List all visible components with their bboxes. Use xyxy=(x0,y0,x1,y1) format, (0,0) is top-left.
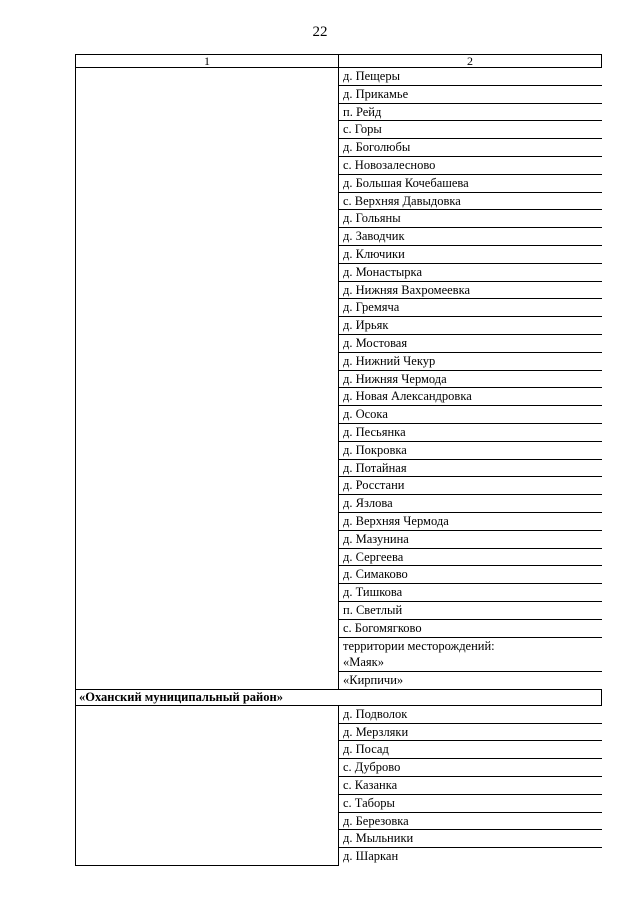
list-item xyxy=(339,830,602,848)
settlement-name: д. Песьянка xyxy=(339,423,602,441)
settlement-name: д. Симаково xyxy=(339,566,602,584)
settlement-name: д. Пещеры xyxy=(339,68,602,85)
settlement-name: с. Казанка xyxy=(339,777,602,795)
settlement-name: д. Ключики xyxy=(339,245,602,263)
list-item xyxy=(339,68,602,85)
settlement-name: д. Мерзляки xyxy=(339,723,602,741)
list-item xyxy=(339,245,602,263)
settlement-name: д. Верхняя Чермода xyxy=(339,512,602,530)
table-header-row xyxy=(76,55,602,68)
list-item xyxy=(339,706,602,723)
settlement-name: д. Нижний Чекур xyxy=(339,352,602,370)
list-item xyxy=(339,777,602,795)
settlement-name: д. Ирьяк xyxy=(339,317,602,335)
settlement-name: д. Росстани xyxy=(339,477,602,495)
group2-settlement-list xyxy=(339,705,602,865)
list-item xyxy=(339,103,602,121)
settlement-name: с. Горы xyxy=(339,121,602,139)
list-item xyxy=(339,495,602,513)
settlement-name: с. Верхняя Давыдовка xyxy=(339,192,602,210)
list-item xyxy=(339,459,602,477)
settlement-name: д. Гольяны xyxy=(339,210,602,228)
list-item xyxy=(339,263,602,281)
list-item xyxy=(339,156,602,174)
settlement-name: д. Большая Кочебашева xyxy=(339,174,602,192)
group1-row xyxy=(76,68,602,690)
list-item xyxy=(339,85,602,103)
group2-inner-table xyxy=(339,706,602,865)
settlement-name: д. Язлова xyxy=(339,495,602,513)
settlement-name: д. Покровка xyxy=(339,441,602,459)
settlement-name: «Маяк» xyxy=(339,654,602,671)
list-item xyxy=(339,723,602,741)
settlement-name: д. Осока xyxy=(339,406,602,424)
settlement-name: д. Посад xyxy=(339,741,602,759)
list-item xyxy=(339,281,602,299)
column-header-1: 1 xyxy=(76,55,339,68)
settlement-name: д. Боголюбы xyxy=(339,139,602,157)
list-item xyxy=(339,317,602,335)
settlement-name: с. Новозалесново xyxy=(339,156,602,174)
settlement-name: д. Мыльники xyxy=(339,830,602,848)
list-item xyxy=(339,121,602,139)
settlement-name: д. Потайная xyxy=(339,459,602,477)
list-item xyxy=(339,441,602,459)
settlement-name: д. Подволок xyxy=(339,706,602,723)
settlement-name: с. Таборы xyxy=(339,794,602,812)
settlement-name: п. Светлый xyxy=(339,601,602,619)
district-name: «Оханский муниципальный район» xyxy=(76,689,602,705)
settlement-name: д. Прикамье xyxy=(339,85,602,103)
settlement-name: д. Нижняя Чермода xyxy=(339,370,602,388)
list-item xyxy=(339,477,602,495)
list-item xyxy=(339,139,602,157)
list-item xyxy=(339,370,602,388)
list-item xyxy=(339,388,602,406)
list-item xyxy=(339,812,602,830)
list-item xyxy=(339,192,602,210)
settlement-name: территории месторождений: xyxy=(343,638,495,653)
settlement-name: д. Мостовая xyxy=(339,334,602,352)
list-item xyxy=(339,759,602,777)
list-item xyxy=(339,672,602,689)
list-item xyxy=(339,584,602,602)
settlement-name: п. Рейд xyxy=(339,103,602,121)
settlement-name: д. Нижняя Вахромеевка xyxy=(339,281,602,299)
group1-settlement-list xyxy=(339,68,602,690)
list-item xyxy=(339,619,602,637)
list-item xyxy=(339,654,602,671)
group1-column-1 xyxy=(76,68,339,690)
group2-row xyxy=(76,705,602,865)
list-item xyxy=(339,530,602,548)
list-item xyxy=(339,848,602,865)
settlement-name: с. Богомягково xyxy=(339,619,602,637)
list-item xyxy=(339,741,602,759)
settlement-name: д. Новая Александровка xyxy=(339,388,602,406)
list-item xyxy=(339,637,602,654)
settlement-name: д. Березовка xyxy=(339,812,602,830)
list-item xyxy=(339,299,602,317)
settlement-name: «Кирпичи» xyxy=(343,673,404,688)
list-item xyxy=(339,794,602,812)
list-item xyxy=(339,423,602,441)
settlement-name: д. Монастырка xyxy=(339,263,602,281)
group2-column-1 xyxy=(76,705,339,865)
list-item xyxy=(339,548,602,566)
settlements-table xyxy=(75,54,602,866)
settlement-name: д. Сергеева xyxy=(339,548,602,566)
settlement-name: д. Тишкова xyxy=(339,584,602,602)
column-header-2: 2 xyxy=(339,55,602,68)
group1-inner-table xyxy=(339,68,602,689)
list-item xyxy=(339,566,602,584)
list-item xyxy=(339,601,602,619)
list-item xyxy=(339,174,602,192)
page-number: 22 xyxy=(312,24,328,40)
settlement-name: д. Гремяча xyxy=(339,299,602,317)
list-item xyxy=(339,210,602,228)
list-item xyxy=(339,334,602,352)
settlement-name: д. Мазунина xyxy=(339,530,602,548)
settlement-name: с. Дуброво xyxy=(339,759,602,777)
list-item xyxy=(339,228,602,246)
list-item xyxy=(339,352,602,370)
list-item xyxy=(339,406,602,424)
settlement-name: д. Заводчик xyxy=(339,228,602,246)
settlement-name: д. Шаркан xyxy=(343,849,399,864)
district-row xyxy=(76,689,602,705)
list-item xyxy=(339,512,602,530)
